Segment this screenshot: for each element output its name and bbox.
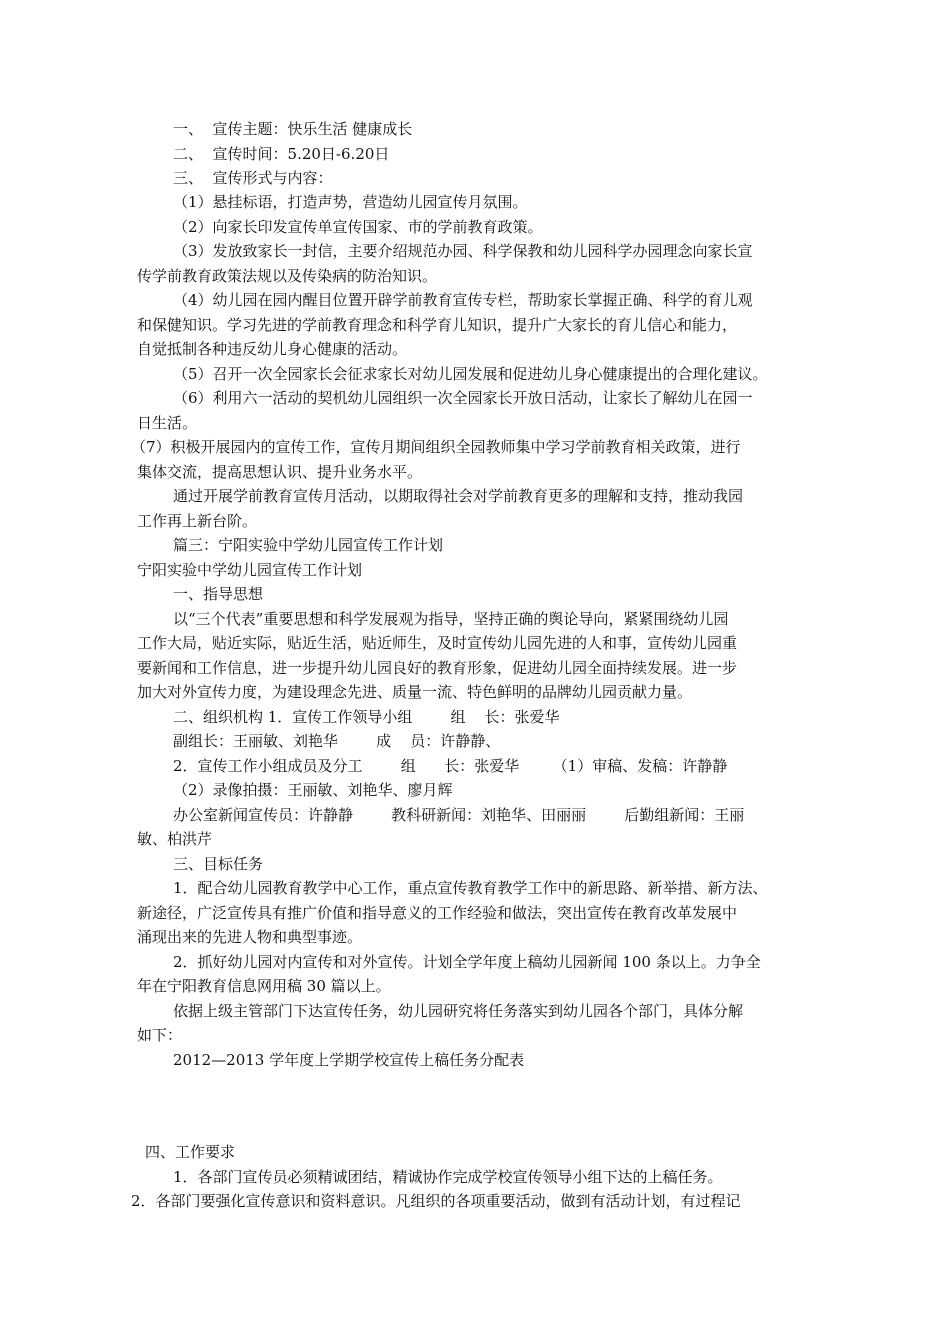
- line-req-2: 2．各部门要强化宣传意识和资料意识。凡组织的各项重要活动，做到有活动计划，有过程记: [131, 1192, 741, 1210]
- line-org-a: 二、组织机构 1．宣传工作领导小组 组 长：张爱华: [173, 708, 560, 726]
- line-item-4c: 自觉抵制各种违反幼儿身心健康的活动。: [137, 340, 408, 358]
- line-guiding-b: 工作大局，贴近实际，贴近生活，贴近师生，及时宣传幼儿园先进的人和事，宣传幼儿园重: [137, 634, 738, 652]
- line-item-7a: （7）积极开展园内的宣传工作，宣传月期间组织全园教师集中学习学前教育相关政策，进行: [131, 438, 741, 456]
- line-goals-heading: 三、目标任务: [173, 855, 264, 873]
- line-item-3b: 传学前教育政策法规以及传染病的防治知识。: [137, 267, 438, 285]
- line-form-heading: 三、 宣传形式与内容：: [173, 169, 333, 187]
- line-item-4b: 和保健知识。学习先进的学前教育理念和科学育儿知识，提升广大家长的育儿信心和能力，: [137, 316, 738, 334]
- line-tasks-a: 依据上级主管部门下达宣传任务，幼儿园研究将任务落实到幼儿园各个部门，具体分解: [173, 1002, 744, 1020]
- line-goals-1a: 1．配合幼儿园教育教学中心工作，重点宣传教育教学工作中的新思路、新举措、新方法、: [173, 879, 768, 897]
- line-part3-title: 篇三：宁阳实验中学幼儿园宣传工作计划: [173, 536, 444, 554]
- line-item-6a: （6）利用六一活动的契机幼儿园组织一次全园家长开放日活动，让家长了解幼儿在园一: [173, 389, 753, 407]
- line-plan-title: 宁阳实验中学幼儿园宣传工作计划: [137, 561, 363, 579]
- line-requirements-heading: 四、工作要求: [145, 1143, 236, 1161]
- line-goals-2b: 年在宁阳教育信息网用稿 30 篇以上。: [137, 977, 391, 995]
- line-time: 二、 宣传时间：5.20日-6.20日: [173, 145, 390, 163]
- line-item-5: （5）召开一次全园家长会征求家长对幼儿园发展和促进幼儿身心健康提出的合理化建议。: [173, 365, 768, 383]
- line-org-c: 2．宣传工作小组成员及分工 组 长：张爱华 （1）审稿、发稿：许静静: [173, 757, 728, 775]
- line-guiding-heading: 一、指导思想: [173, 585, 264, 603]
- line-item-4a: （4）幼儿园在园内醒目位置开辟学前教育宣传专栏，帮助家长掌握正确、科学的育儿观: [173, 291, 753, 309]
- line-summary-a: 通过开展学前教育宣传月活动，以期取得社会对学前教育更多的理解和支持，推动我园: [173, 487, 744, 505]
- line-item-7b: 集体交流，提高思想认识、提升业务水平。: [137, 463, 423, 481]
- line-org-e: 办公室新闻宣传员：许静静 教科研新闻：刘艳华、田丽丽 后勤组新闻：王丽: [173, 806, 745, 824]
- line-tasks-b: 如下：: [137, 1026, 183, 1044]
- line-summary-b: 工作再上新台阶。: [137, 512, 258, 530]
- line-guiding-a: 以“三个代表”重要思想和科学发展观为指导，坚持正确的舆论导向，紧紧围绕幼儿园: [173, 610, 729, 628]
- line-org-d: （2）录像拍摄：王丽敏、刘艳华、廖月辉: [173, 781, 453, 799]
- line-goals-1b: 新途径，广泛宣传具有推广价值和指导意义的工作经验和做法，突出宣传在教育改革发展中: [137, 904, 738, 922]
- line-item-3a: （3）发放致家长一封信，主要介绍规范办园、科学保教和幼儿园科学办园理念向家长宣: [173, 242, 753, 260]
- line-org-b: 副组长：王丽敏、刘艳华 成 员：许静静、: [173, 732, 501, 750]
- line-guiding-d: 加大对外宣传力度，为建设理念先进、质量一流、特色鲜明的品牌幼儿园贡献力量。: [137, 683, 693, 701]
- line-theme: 一、 宣传主题：快乐生活 健康成长: [173, 120, 413, 138]
- line-item-6b: 日生活。: [137, 414, 198, 432]
- line-table-title: 2012—2013 学年度上学期学校宣传上稿任务分配表: [173, 1051, 525, 1069]
- line-item-1: （1）悬挂标语，打造声势，营造幼儿园宣传月氛围。: [173, 193, 528, 211]
- line-goals-1c: 涌现出来的先进人物和典型事迹。: [137, 928, 363, 946]
- line-goals-2a: 2．抓好幼儿园对内宣传和对外宣传。计划全学年度上稿幼儿园新闻 100 条以上。力争全: [173, 953, 761, 971]
- line-org-f: 敏、柏洪芹: [137, 830, 213, 848]
- line-req-1: 1．各部门宣传员必须精诚团结，精诚协作完成学校宣传领导小组下达的上稿任务。: [173, 1168, 723, 1186]
- line-guiding-c: 要新闻和工作信息，进一步提升幼儿园良好的教育形象，促进幼儿园全面持续发展。进一步: [137, 659, 738, 677]
- line-item-2: （2）向家长印发宣传单宣传国家、市的学前教育政策。: [173, 218, 543, 236]
